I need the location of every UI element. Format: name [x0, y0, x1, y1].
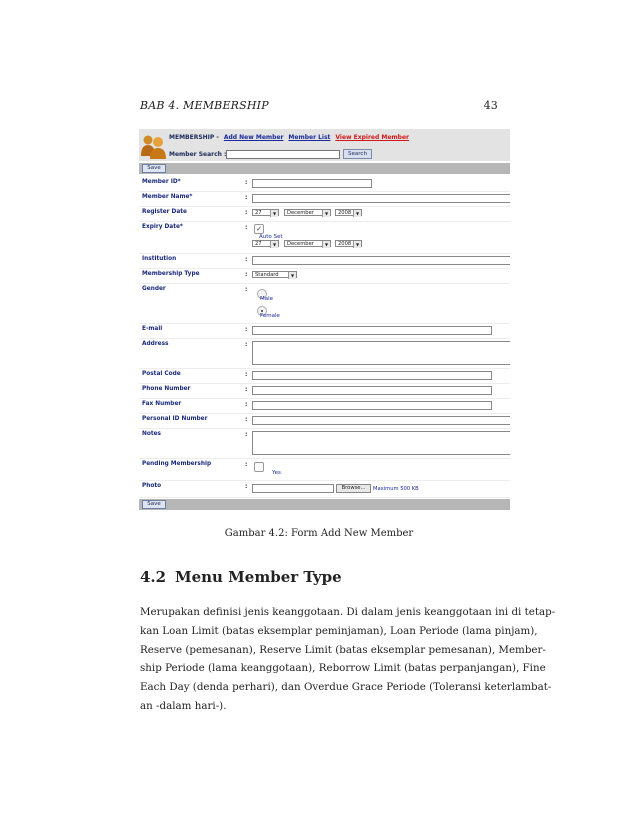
institution-row — [139, 253, 510, 269]
phone-number-input[interactable] — [252, 386, 492, 395]
membership-header — [139, 129, 510, 161]
chevron-down-icon: ▼ — [322, 241, 330, 248]
colon: : — [245, 386, 248, 393]
notes-row — [139, 428, 510, 459]
notes-textarea[interactable] — [252, 431, 510, 455]
phone-number-label: Phone Number — [142, 386, 191, 392]
register-year-select[interactable] — [335, 209, 362, 216]
colon: : — [245, 401, 248, 408]
membership-type-row — [139, 268, 510, 284]
member-id-label: Member ID* — [142, 179, 181, 185]
member-name-row — [139, 191, 510, 207]
paragraph-line: Each Day (denda perhari), dan Overdue Grace Periode (Toleransi keterlambat- — [140, 681, 552, 694]
colon: : — [245, 286, 248, 293]
address-row — [139, 338, 510, 369]
nav-title: MEMBERSHIP - — [169, 134, 219, 141]
member-id-row — [139, 176, 510, 192]
personal-id-label: Personal ID Number — [142, 416, 208, 422]
member-name-input[interactable] — [252, 194, 510, 203]
fax-number-input[interactable] — [252, 401, 492, 410]
photo-row — [139, 480, 510, 498]
paragraph-line: Merupakan definisi jenis keanggotaan. Di dalam jenis keanggotaan ini di tetap- — [140, 606, 556, 618]
member-search-input[interactable] — [226, 150, 340, 159]
membership-form-screenshot — [139, 129, 510, 512]
save-button-bottom[interactable]: Save — [142, 500, 166, 509]
section-title: Menu Member Type — [175, 568, 342, 586]
colon: : — [245, 483, 248, 490]
register-day-select[interactable] — [252, 209, 279, 216]
chevron-down-icon: ▼ — [322, 210, 330, 217]
colon: : — [245, 326, 248, 333]
register-month-value: December — [287, 210, 314, 216]
search-button[interactable]: Search — [343, 149, 372, 159]
chevron-down-icon: ▼ — [270, 241, 278, 248]
notes-label: Notes — [142, 431, 161, 437]
expiry-month-value: December — [287, 241, 314, 247]
top-action-bar — [139, 163, 510, 174]
address-label: Address — [142, 341, 169, 347]
register-date-label: Register Date — [142, 209, 187, 215]
gender-label: Gender — [142, 286, 166, 292]
member-search-label: Member Search : — [169, 151, 227, 158]
paragraph-line: ship Periode (lama keanggotaan), Reborrow Limit (batas perpanjangan), Fine — [140, 662, 546, 675]
expiry-day-select[interactable] — [252, 240, 279, 247]
institution-input[interactable] — [252, 256, 510, 265]
colon: : — [245, 341, 248, 348]
fax-number-row — [139, 398, 510, 414]
members-logo-icon — [140, 132, 167, 160]
postal-code-input[interactable] — [252, 371, 492, 380]
postal-code-label: Postal Code — [142, 371, 181, 377]
auto-set-label: Auto Set — [259, 234, 283, 240]
colon: : — [245, 194, 248, 201]
colon: : — [245, 179, 248, 186]
chevron-down-icon: ▼ — [353, 241, 361, 248]
institution-label: Institution — [142, 256, 177, 262]
expiry-date-row — [139, 221, 510, 254]
view-expired-member-link[interactable]: View Expired Member — [335, 134, 410, 141]
email-label: E-mail — [142, 326, 163, 332]
gender-female-label: Female — [260, 313, 280, 319]
register-year-value: 2008 — [338, 210, 352, 216]
section-heading — [140, 568, 342, 586]
pending-membership-checkbox[interactable] — [254, 462, 264, 472]
chapter-title: BAB 4. MEMBERSHIP — [140, 99, 269, 112]
member-name-label: Member Name* — [142, 194, 193, 200]
member-id-input[interactable] — [252, 179, 372, 188]
address-textarea[interactable] — [252, 341, 510, 365]
register-day-value: 27 — [255, 210, 262, 216]
expiry-day-value: 27 — [255, 241, 262, 247]
membership-type-value: Standard — [255, 272, 279, 278]
membership-type-select[interactable] — [252, 271, 297, 278]
fax-number-label: Fax Number — [142, 401, 182, 407]
photo-size-note: Maximum 500 KB — [373, 486, 419, 492]
colon: : — [245, 416, 248, 423]
postal-code-row — [139, 368, 510, 384]
running-head — [140, 99, 498, 112]
register-month-select[interactable] — [284, 209, 331, 216]
paragraph-line: Reserve (pemesanan), Reserve Limit (batas eksemplar pemesanan), Member- — [140, 643, 546, 656]
email-row — [139, 323, 510, 339]
personal-id-row — [139, 413, 510, 429]
email-input[interactable] — [252, 326, 492, 335]
member-list-link[interactable]: Member List — [288, 134, 331, 141]
colon: : — [245, 224, 248, 231]
photo-label: Photo — [142, 483, 162, 489]
pending-membership-row — [139, 458, 510, 481]
personal-id-input[interactable] — [252, 416, 510, 425]
expiry-month-select[interactable] — [284, 240, 331, 247]
chevron-down-icon: ▼ — [353, 210, 361, 217]
add-new-member-link[interactable]: Add New Member — [223, 134, 284, 141]
chevron-down-icon: ▼ — [288, 272, 296, 279]
colon: : — [245, 371, 248, 378]
bottom-action-bar — [139, 499, 510, 510]
paragraph-line: kan Loan Limit (batas eksemplar peminjaman), Loan Periode (lama pinjam), — [140, 624, 538, 637]
section-number: 4.2 — [140, 568, 167, 586]
colon: : — [245, 256, 248, 263]
gender-male-label: Male — [260, 296, 274, 302]
expiry-year-value: 2008 — [338, 241, 352, 247]
chevron-down-icon: ▼ — [270, 210, 278, 217]
browse-button[interactable]: Browse... — [336, 484, 371, 493]
pending-membership-label: Pending Membership — [142, 461, 212, 467]
body-paragraph — [140, 603, 556, 716]
colon: : — [245, 431, 248, 438]
page-number: 43 — [483, 99, 498, 112]
colon: : — [245, 461, 248, 468]
save-button-top[interactable]: Save — [142, 164, 166, 173]
gender-row — [139, 283, 510, 324]
photo-file-input[interactable] — [252, 484, 334, 493]
paragraph-line: an -dalam hari-). — [140, 699, 227, 712]
phone-number-row — [139, 383, 510, 399]
expiry-year-select[interactable] — [335, 240, 362, 247]
register-date-row — [139, 206, 510, 222]
colon: : — [245, 271, 248, 278]
expiry-date-label: Expiry Date* — [142, 224, 183, 230]
pending-membership-yes-label: Yes — [272, 470, 281, 476]
auto-set-checkbox[interactable]: ✓ — [254, 224, 264, 234]
colon: : — [245, 209, 248, 216]
membership-nav — [169, 134, 409, 141]
membership-type-label: Membership Type — [142, 271, 200, 277]
figure-caption: Gambar 4.2: Form Add New Member — [224, 528, 414, 539]
